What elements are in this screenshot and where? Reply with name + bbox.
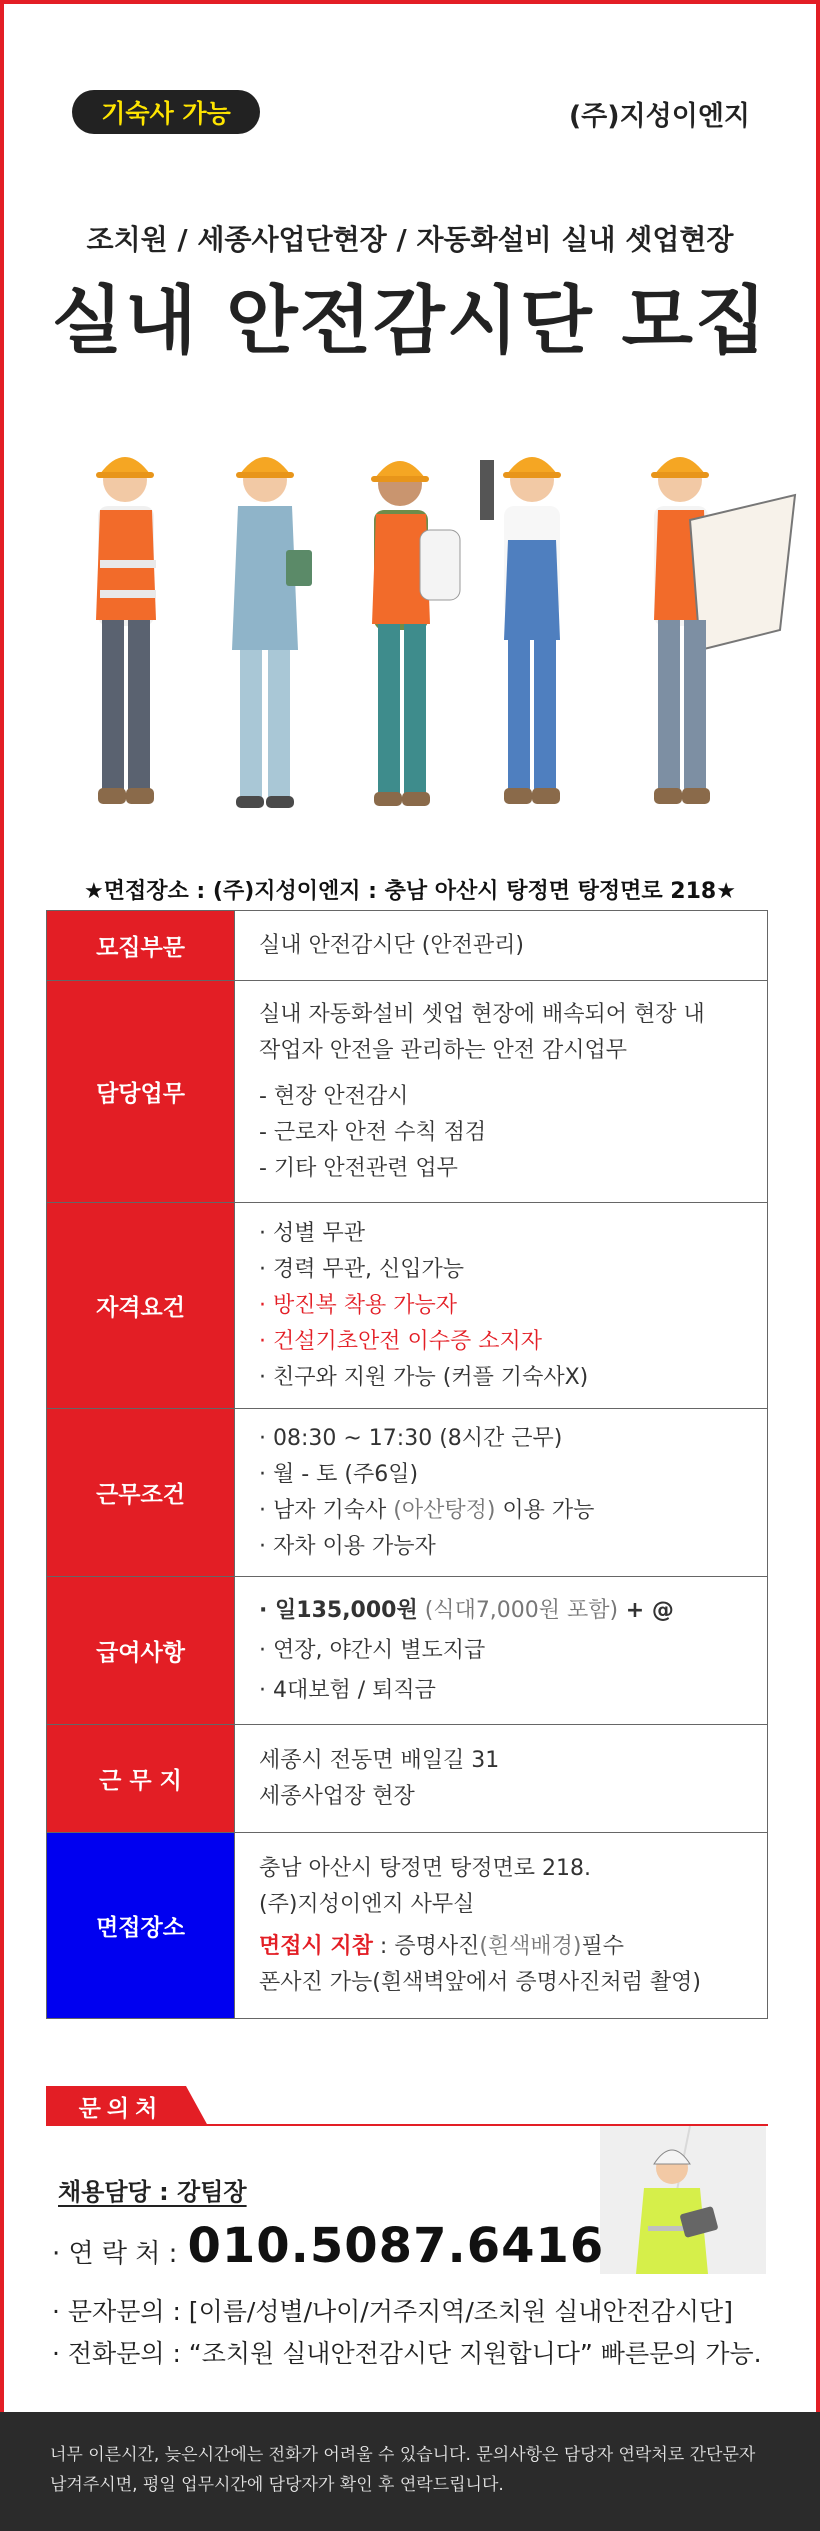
recruiter-name: 채용담당 : 강팀장 (58, 2178, 247, 2206)
list-item (259, 1591, 743, 1631)
address-line: (주)지성이엔지 사무실 (259, 1891, 475, 1917)
row-label-work-conditions: 근무조건 (47, 1409, 235, 1577)
row-label-duty: 담당업무 (47, 981, 235, 1203)
row-label-work-place: 근 무 지 (47, 1725, 235, 1833)
dormitory-badge: 기숙사 가능 (72, 90, 260, 134)
row-value-salary (235, 1577, 768, 1725)
workers-illustration (60, 440, 800, 850)
list-item: - 기타 안전관련 업무 (259, 1155, 458, 1181)
footer-line: 남겨주시면, 평일 업무시간에 담당자가 확인 후 연락드립니다. (50, 2475, 504, 2495)
row-label-qualification: 자격요건 (47, 1203, 235, 1409)
duty-desc-line: 실내 자동화설비 셋업 현장에 배속되어 현장 내 (259, 1001, 705, 1027)
phone-row (52, 2218, 604, 2274)
list-item: · 친구와 지원 가능 (커플 기숙사X) (259, 1364, 589, 1390)
page-subtitle: 조치원 / 세종사업단현장 / 자동화설비 실내 셋업현장 (86, 223, 734, 256)
salary-amount: · 일135,000원 (259, 1597, 418, 1623)
table-row (47, 911, 768, 981)
list-item: · 경력 무관, 신입가능 (259, 1256, 464, 1282)
address-line: 세종사업장 현장 (259, 1783, 415, 1809)
duty-desc-line: 작업자 안전을 관리하는 안전 감시업무 (259, 1037, 628, 1063)
table-row (47, 1409, 768, 1577)
table-row (47, 1725, 768, 1833)
call-inquiry: · 전화문의 : “조치원 실내안전감시단 지원합니다” 빠른문의 가능. (52, 2339, 762, 2368)
worker-figure (651, 457, 795, 804)
row-label-salary: 급여사항 (47, 1577, 235, 1725)
list-item: · 08:30 ~ 17:30 (8시간 근무) (259, 1425, 563, 1451)
footer-line: 너무 이른시간, 늦은시간에는 전화가 어려울 수 있습니다. 문의사항은 담당자 연락처로 간단문자 (50, 2445, 756, 2465)
row-value-qualification (235, 1203, 768, 1409)
address-line: 충남 아산시 탕정면 탕정면로 218. (259, 1855, 591, 1881)
text-fragment: + @ (618, 1597, 674, 1623)
interview-location-notice: ★면접장소 : (주)지성이엔지 : 충남 아산시 탕정면 탕정면로 218★ (84, 879, 736, 904)
interview-guide (259, 1929, 743, 1965)
list-item: · 방진복 착용 가능자 (259, 1292, 457, 1318)
worker-figure (96, 457, 156, 804)
list-item: · 4대보험 / 퇴직금 (259, 1677, 436, 1703)
worker-figure (371, 461, 460, 806)
phone-number[interactable]: 010.5087.6416 (187, 2218, 605, 2274)
row-value-duty (235, 981, 768, 1203)
worker-figure (232, 457, 312, 808)
text-fragment: : 증명사진 (372, 1933, 480, 1959)
table-row (47, 981, 768, 1203)
row-value-work-conditions (235, 1409, 768, 1577)
footer-notice (0, 2412, 820, 2531)
interview-guide-line: 폰사진 가능(흰색벽앞에서 증명사진처럼 촬영) (259, 1969, 701, 1995)
company-name: (주)지성이엔지 (568, 101, 750, 132)
list-item: · 건설기초안전 이수증 소지자 (259, 1328, 542, 1354)
phone-label: · 연 락 처 : (52, 2239, 178, 2269)
list-item: · 연장, 야간시 별도지급 (259, 1637, 486, 1663)
text-fragment: · 남자 기숙사 (259, 1497, 394, 1523)
page-title: 실내 안전감시단 모집 (51, 278, 769, 364)
table-row (47, 1577, 768, 1725)
row-label-dept: 모집부문 (47, 911, 235, 981)
contact-tab-label: 문의처 (78, 2095, 164, 2122)
table-row (47, 1833, 768, 2019)
list-item: · 성별 무관 (259, 1220, 365, 1246)
sms-inquiry: · 문자문의 : [이름/성별/나이/거주지역/조치원 실내안전감시단] (52, 2297, 733, 2326)
text-fragment: 이용 가능 (495, 1497, 595, 1523)
text-fragment: (아산탕정) (393, 1497, 496, 1523)
row-label-interview: 면접장소 (47, 1833, 235, 2019)
worker-with-tablet-illustration (600, 2126, 766, 2274)
list-item: - 현장 안전감시 (259, 1083, 409, 1109)
list-item: - 근로자 안전 수칙 점검 (259, 1119, 487, 1145)
row-value-dept: 실내 안전감시단 (안전관리) (235, 911, 768, 981)
job-info-table (46, 910, 768, 2019)
row-value-interview (235, 1833, 768, 2019)
address-line: 세종시 전동면 배일길 31 (259, 1747, 500, 1773)
text-fragment: (식대7,000원 포함) (417, 1597, 619, 1623)
table-row (47, 1203, 768, 1409)
worker-figure (480, 457, 561, 804)
guide-label: 면접시 지참 (259, 1933, 373, 1959)
text-fragment: (흰색배경) (479, 1933, 582, 1959)
list-item: · 월 - 토 (주6일) (259, 1461, 419, 1487)
text-fragment: 필수 (581, 1933, 625, 1959)
list-item: · 자차 이용 가능자 (259, 1533, 436, 1559)
list-item (259, 1493, 743, 1529)
row-value-work-place (235, 1725, 768, 1833)
